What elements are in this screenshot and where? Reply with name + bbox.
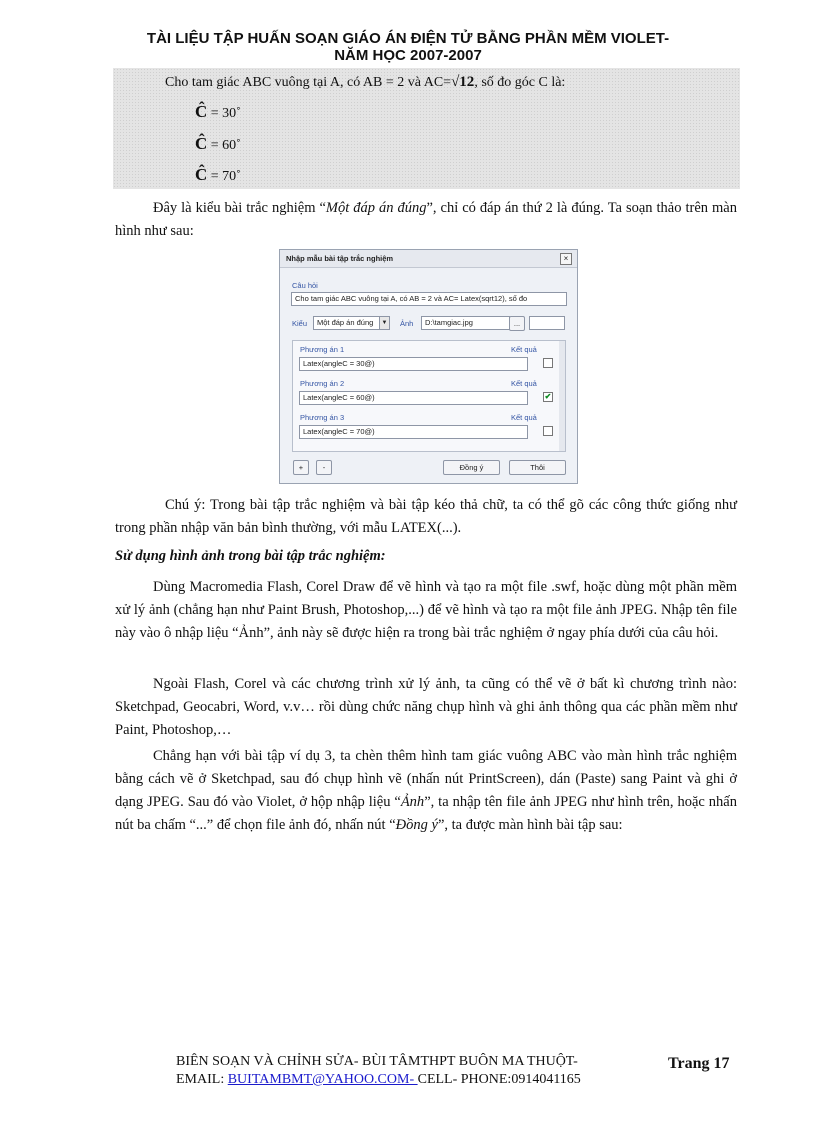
image-preview-box <box>529 316 565 330</box>
text: ”, chỉ có đáp án thứ 2 là đúng. Ta soạn thảo trên màn hình như sau: <box>115 200 737 239</box>
section-heading: Sử dụng hình ảnh trong bài tập trắc nghiệm: <box>115 548 386 564</box>
chevron-down-icon[interactable]: ▼ <box>379 317 389 329</box>
quiz-example-box <box>113 68 740 189</box>
paragraph-flash: Dùng Macromedia Flash, Corel Draw để vẽ hình và tạo ra một file .swf, hoặc dùng một phần mềm xử lý ảnh (chẳng hạn như Paint Brush, Photoshop,...) để vẽ hình và tạo ra một file ảnh JPEG. Nhập tên file này vào ô nhập liệu “Ảnh”, ảnh này sẽ được hiện ra trong bài trắc nghiệm ở ngay phía dưới của câu hỏi. <box>115 579 737 641</box>
option-3-input[interactable]: Latex(angleC = 70@) <box>299 425 528 439</box>
phone-text: CELL- PHONE:0914041165 <box>417 1072 581 1087</box>
browse-button[interactable]: ... <box>509 316 525 331</box>
quiz-option-3 <box>195 165 241 185</box>
option-2-checkbox[interactable]: ✔ <box>544 392 552 401</box>
result-label: Kết quả <box>511 345 537 354</box>
option-2-label: Phương án 2 <box>300 379 345 388</box>
option-2-input[interactable]: Latex(angleC = 60@) <box>299 391 528 405</box>
option-1-checkbox[interactable] <box>543 358 553 368</box>
ok-button[interactable]: Đồng ý <box>443 460 500 475</box>
text: Đây là kiểu bài trắc nghiệm “ <box>153 200 326 216</box>
angle-symbol: Ĉ <box>195 102 208 121</box>
note-paragraph: Chú ý: Trong bài tập trắc nghiệm và bài tập kéo thả chữ, ta có thể gõ các công thức giống như trong phần nhập văn bản bình thường, với mẫu LATEX(...). <box>115 497 737 536</box>
option-value: = 30˚ <box>210 106 241 121</box>
email-label: EMAIL: <box>176 1072 228 1087</box>
option-value: = 70˚ <box>210 169 241 184</box>
quiz-entry-dialog <box>279 249 578 484</box>
options-scrollbar[interactable] <box>559 341 565 451</box>
option-1-input[interactable]: Latex(angleC = 30@) <box>299 357 528 371</box>
page-number: Trang 17 <box>668 1055 730 1072</box>
type-select[interactable] <box>313 316 390 330</box>
footer-line-2 <box>176 1071 656 1089</box>
image-label: Ảnh <box>400 319 414 328</box>
option-3-checkbox[interactable] <box>543 426 553 436</box>
question-label: Câu hỏi <box>292 281 318 290</box>
question-suffix: , số đo góc C là: <box>474 75 566 90</box>
type-select-value: Một đáp án đúng <box>317 318 374 327</box>
result-label: Kết quả <box>511 413 537 422</box>
italic-text: Một đáp án đúng <box>325 200 427 216</box>
document-footer <box>176 1053 656 1089</box>
dialog-titlebar <box>280 250 577 268</box>
options-panel <box>292 340 566 452</box>
add-option-button[interactable]: + <box>293 460 309 475</box>
option-value: = 60˚ <box>210 138 241 153</box>
text: ”, ta được màn hình bài tập sau: <box>437 817 623 833</box>
cancel-button[interactable]: Thôi <box>509 460 566 475</box>
dialog-title: Nhập mẫu bài tập trắc nghiệm <box>286 254 394 263</box>
option-3-label: Phương án 3 <box>300 413 345 422</box>
image-input[interactable]: D:\tamgiac.jpg <box>421 316 510 330</box>
question-input[interactable]: Cho tam giác ABC vuông tại A, có AB = 2 và AC= Latex(sqrt12), số đo <box>291 292 567 306</box>
quiz-option-2 <box>195 134 241 154</box>
question-prefix: Cho tam giác ABC vuông tại A, có AB = 2 và AC= <box>165 75 452 90</box>
italic-text: Ảnh <box>400 794 425 810</box>
angle-symbol: Ĉ <box>195 165 208 184</box>
footer-line-1: BIÊN SOẠN VÀ CHỈNH SỬA- BÙI TÂMTHPT BUÔN MA THUỘT- <box>176 1054 578 1069</box>
paragraph-example <box>115 745 737 837</box>
header-line-2: NĂM HỌC 2007-2007 <box>334 47 482 64</box>
italic-text: Đồng ý <box>395 817 438 833</box>
option-1-label: Phương án 1 <box>300 345 345 354</box>
email-link[interactable]: BUITAMBMT@YAHOO.COM- <box>227 1072 418 1087</box>
angle-symbol: Ĉ <box>195 134 208 153</box>
header-line-1: TÀI LIỆU TẬP HUẤN SOẠN GIÁO ÁN ĐIỆN TỬ BẰNG PHẦN MỀM VIOLET- <box>146 30 670 47</box>
document-header <box>0 30 816 64</box>
paragraph-other-programs: Ngoài Flash, Corel và các chương trình xử lý ảnh, ta cũng có thể vẽ ở bất kì chương trình nào: Sketchpad, Geocabri, Word, v.v… rồi dùng chức năng chụp hình và ghi ảnh thông qua các phần mềm như Paint, Photoshop,… <box>115 676 737 738</box>
paragraph-intro <box>115 197 737 243</box>
quiz-question <box>165 74 565 91</box>
quiz-option-1 <box>195 102 241 122</box>
result-label: Kết quả <box>511 379 537 388</box>
type-label: Kiểu <box>292 319 308 328</box>
close-icon[interactable]: × <box>560 253 572 265</box>
remove-option-button[interactable]: - <box>316 460 332 475</box>
text: ”, ta nhập tên file ảnh JPEG như hình trên, hoặc nhấn nút ba chấm “...” để chọn file ảnh đó, nhấn nút “ <box>115 794 737 833</box>
question-sqrt: √12 <box>451 74 475 90</box>
text: Chẳng hạn với bài tập ví dụ 3, ta chèn thêm hình tam giác vuông ABC vào màn hình trắc nghiệm bằng cách vẽ ở Sketchpad, sau đó chụp hình vẽ (nhấn nút PrintScreen), dán (Paste) sang Paint và ghi ở dạng JPEG. Sau đó vào Violet, ở hộp nhập liệu “ <box>115 748 737 810</box>
